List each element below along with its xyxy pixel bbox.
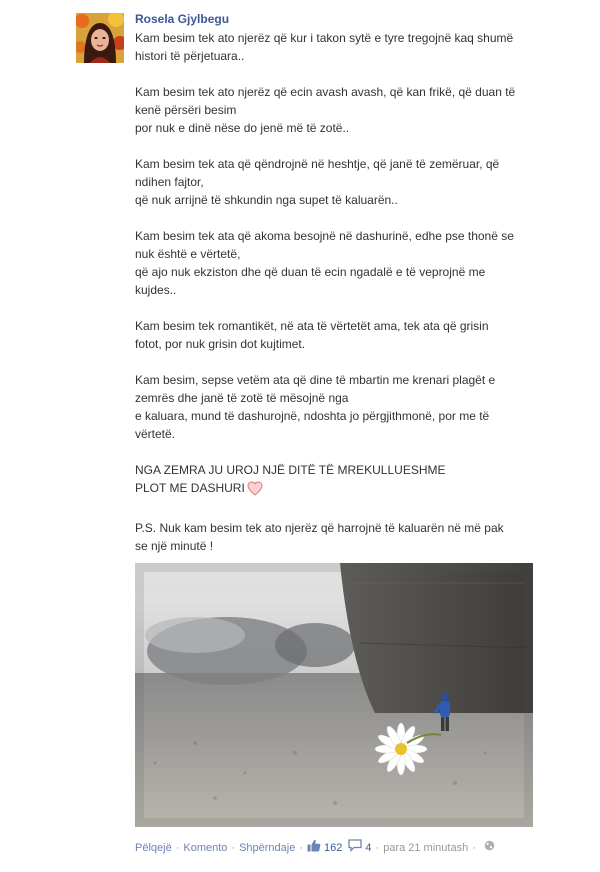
message-line: zemrës dhe janë të zotë të mësojnë nga [135,391,349,405]
like-link[interactable]: Pëlqejë [135,842,172,854]
message-paragraph [135,317,555,353]
message-line: fotot, por nuk grisin dot kujtimet. [135,337,306,351]
message-line: që ajo nuk ekziston dhe që duan të ecin ngadalë e të veprojnë me [135,265,486,279]
message-paragraph [135,155,555,209]
comment-count-value: 4 [365,842,372,854]
message-line: Kam besim tek ata që akoma besojnë në dashurinë, edhe pse thonë se [135,229,514,243]
ps-line: se një minutë ! [135,539,214,553]
message-paragraph [135,371,555,443]
story-actions [135,840,495,856]
separator: · [299,842,304,854]
message-line: por nuk e dinë nëse do jenë më të zotë.. [135,121,350,135]
message-paragraph [135,83,555,137]
message-line: Kam besim, sepse vetëm ata që dine të mbartin me krenari plagët e [135,373,496,387]
message-line: Kam besim tek ata që qëndrojnë në heshtje, që janë të zemëruar, që [135,157,500,171]
story-content [135,11,555,573]
message-line: nuk është e vërtetë, [135,247,241,261]
message-line: Kam besim tek romantikët, në ata të vërtetët ama, tek ata që grisin [135,319,489,333]
message-paragraph [135,227,555,299]
message-line: ndihen fajtor, [135,175,204,189]
daisy-photo[interactable] [135,563,533,827]
thumbs-up-icon [307,839,324,857]
story-message [135,29,555,555]
globe-icon[interactable] [484,840,495,856]
message-line: Kam besim tek ato njerëz që ecin avash avash, që kan frikë, që duan të [135,85,516,99]
message-line: kujdes.. [135,283,177,297]
separator: · [175,842,180,854]
comment-count[interactable] [348,839,371,857]
share-link[interactable]: Shpërndaje [239,842,296,854]
message-line: vërtetë. [135,427,176,441]
separator: · [472,842,476,854]
message-paragraph [135,29,555,65]
timestamp[interactable]: para 21 minutash [383,842,469,854]
greeting-line [135,479,555,501]
ps-paragraph [135,519,555,555]
like-count[interactable] [307,839,342,857]
ps-line: P.S. Nuk kam besim tek ato njerëz që harrojnë të kaluarën në më pak [135,521,504,535]
greeting-paragraph [135,461,555,501]
separator: · [375,842,380,854]
greeting-text: PLOT ME DASHURI [135,481,245,495]
message-line: kenë përsëri besim [135,103,237,117]
message-line: e kaluara, mund të dashurojnë, ndoshta jo përgjithmonë, por me të [135,409,490,423]
message-line: që nuk arrijnë të shkundin nga supet të kaluarën.. [135,193,398,207]
avatar[interactable] [76,13,124,63]
comment-bubble-icon [348,839,365,857]
message-line: histori të përjetuara.. [135,49,245,63]
separator: · [231,842,236,854]
like-count-value: 162 [324,842,343,854]
author-name-link[interactable]: Rosela Gjylbegu [135,12,230,26]
heart-icon [247,481,263,501]
message-line: Kam besim tek ato njerëz që kur i takon sytë e tyre tregojnë kaq shumë [135,31,514,45]
comment-link[interactable]: Komento [183,842,228,854]
greeting-line: NGA ZEMRA JU UROJ NJË DITË TË MREKULLUESHME [135,463,446,477]
